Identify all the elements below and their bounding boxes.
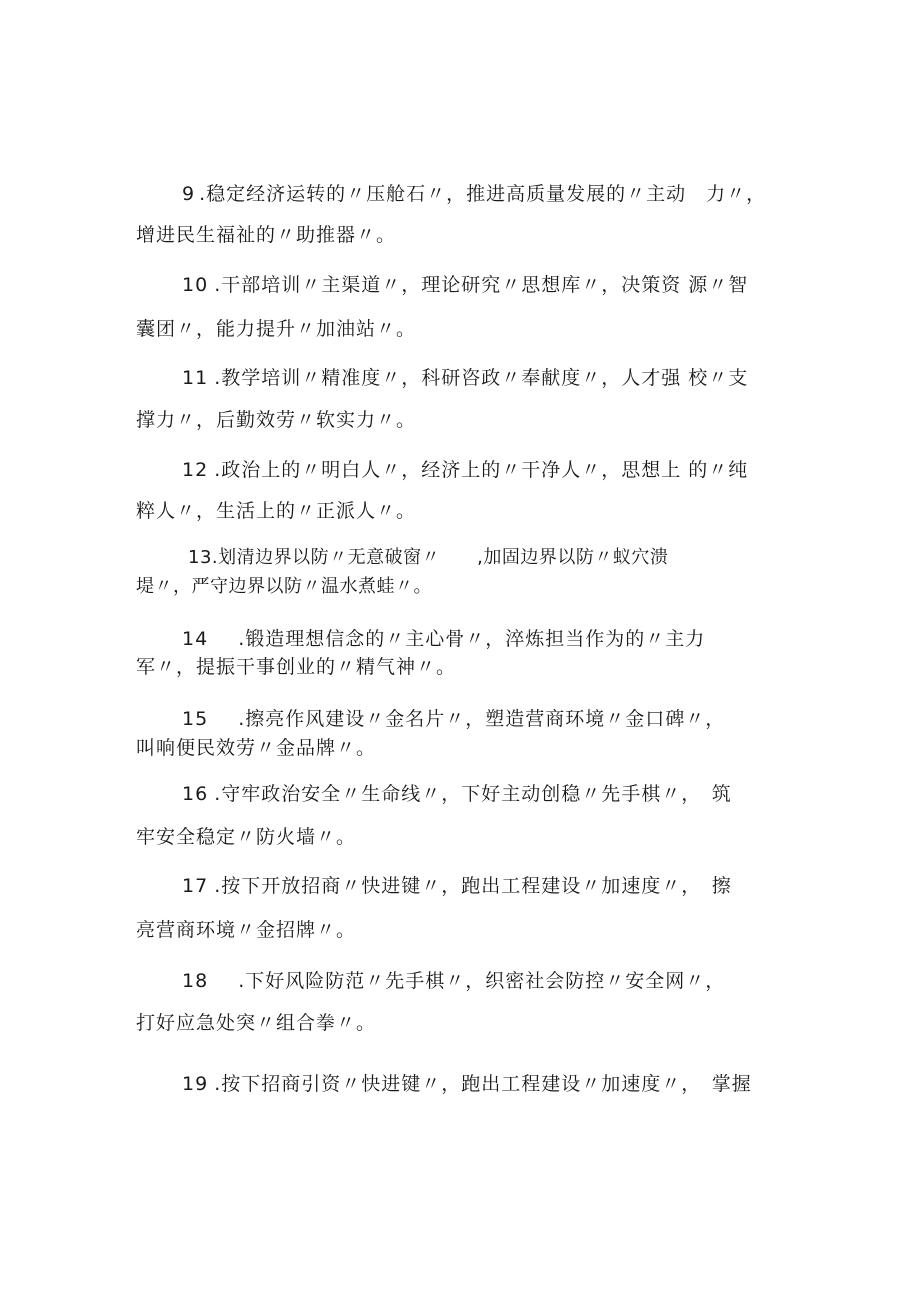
item-number: 17 xyxy=(182,875,209,897)
item-first-line xyxy=(182,1072,752,1096)
item-number: 18 xyxy=(182,970,209,992)
item-text-line1: .锻造理想信念的〃主心骨〃，淬炼担当作为的〃主力 xyxy=(238,628,706,650)
item-text-line1: .稳定经济运转的〃压舱石〃，推进高质量发展的〃主动 力〃， xyxy=(199,183,767,205)
item-number: 13. xyxy=(188,547,219,568)
item-text-line2: 粹人〃，生活上的〃正派人〃。 xyxy=(136,500,417,522)
item-first-line xyxy=(182,969,725,993)
item-text-line2: 军〃，提振干事创业的〃精气神〃。 xyxy=(136,656,457,678)
item-text-line1: 划清边界以防〃无意破窗〃 ,加固边界以防〃蚁穴溃 xyxy=(218,547,669,568)
item-first-line xyxy=(182,366,748,390)
item-text-line1: .擦亮作风建设〃金名片〃，塑造营商环境〃金口碑〃， xyxy=(238,708,726,730)
item-first-line xyxy=(182,707,725,731)
item-number: 9 xyxy=(182,183,196,205)
item-number: 10 xyxy=(182,274,209,296)
item-text-line2: 囊团〃，能力提升〃加油站〃。 xyxy=(136,318,417,340)
item-text-line1: .政治上的〃明白人〃，经济上的〃干净人〃，思想上 的〃纯 xyxy=(214,459,749,481)
item-text-line2: 打好应急处突〃组合拳〃。 xyxy=(136,1012,377,1034)
item-text-line1: .教学培训〃精准度〃，科研咨政〃奉献度〃，人才强 校〃支 xyxy=(214,367,749,389)
item-text-line1: .守牢政治安全〃生命线〃，下好主动创稳〃先手棋〃， 筑 xyxy=(214,783,732,805)
item-number: 11 xyxy=(182,367,209,389)
item-first-line xyxy=(182,182,766,206)
item-text-line1: .按下开放招商〃快进键〃，跑出工程建设〃加速度〃， 擦 xyxy=(214,875,732,897)
item-text-line2: 牢安全稳定〃防火墙〃。 xyxy=(136,826,357,848)
item-text-line2: 叫响便民效劳〃金品牌〃。 xyxy=(136,737,377,759)
item-text-line1: .干部培训〃主渠道〃，理论研究〃思想库〃，决策资 源〃智 xyxy=(214,274,749,296)
item-number: 14 xyxy=(182,628,209,650)
item-first-line xyxy=(182,458,748,482)
item-text-line1: .下好风险防范〃先手棋〃，织密社会防控〃安全网〃， xyxy=(238,970,726,992)
item-text-line2: 撑力〃，后勤效劳〃软实力〃。 xyxy=(136,409,417,431)
item-number: 16 xyxy=(182,783,209,805)
item-text-line2: 堤〃，严守边界以防〃温水煮蛙〃。 xyxy=(136,576,432,597)
item-first-line xyxy=(182,273,748,297)
item-first-line xyxy=(182,627,705,651)
item-number: 12 xyxy=(182,459,209,481)
item-number: 19 xyxy=(182,1073,209,1095)
item-first-line xyxy=(182,874,732,898)
item-text-line2: 增进民生福祉的〃助推器〃。 xyxy=(136,224,397,246)
item-first-line xyxy=(188,546,668,570)
item-first-line xyxy=(182,782,732,806)
item-number: 15 xyxy=(182,708,209,730)
item-text-line1: .按下招商引资〃快进键〃，跑出工程建设〃加速度〃， 掌握 xyxy=(214,1073,752,1095)
item-text-line2: 亮营商环境〃金招牌〃。 xyxy=(136,919,357,941)
